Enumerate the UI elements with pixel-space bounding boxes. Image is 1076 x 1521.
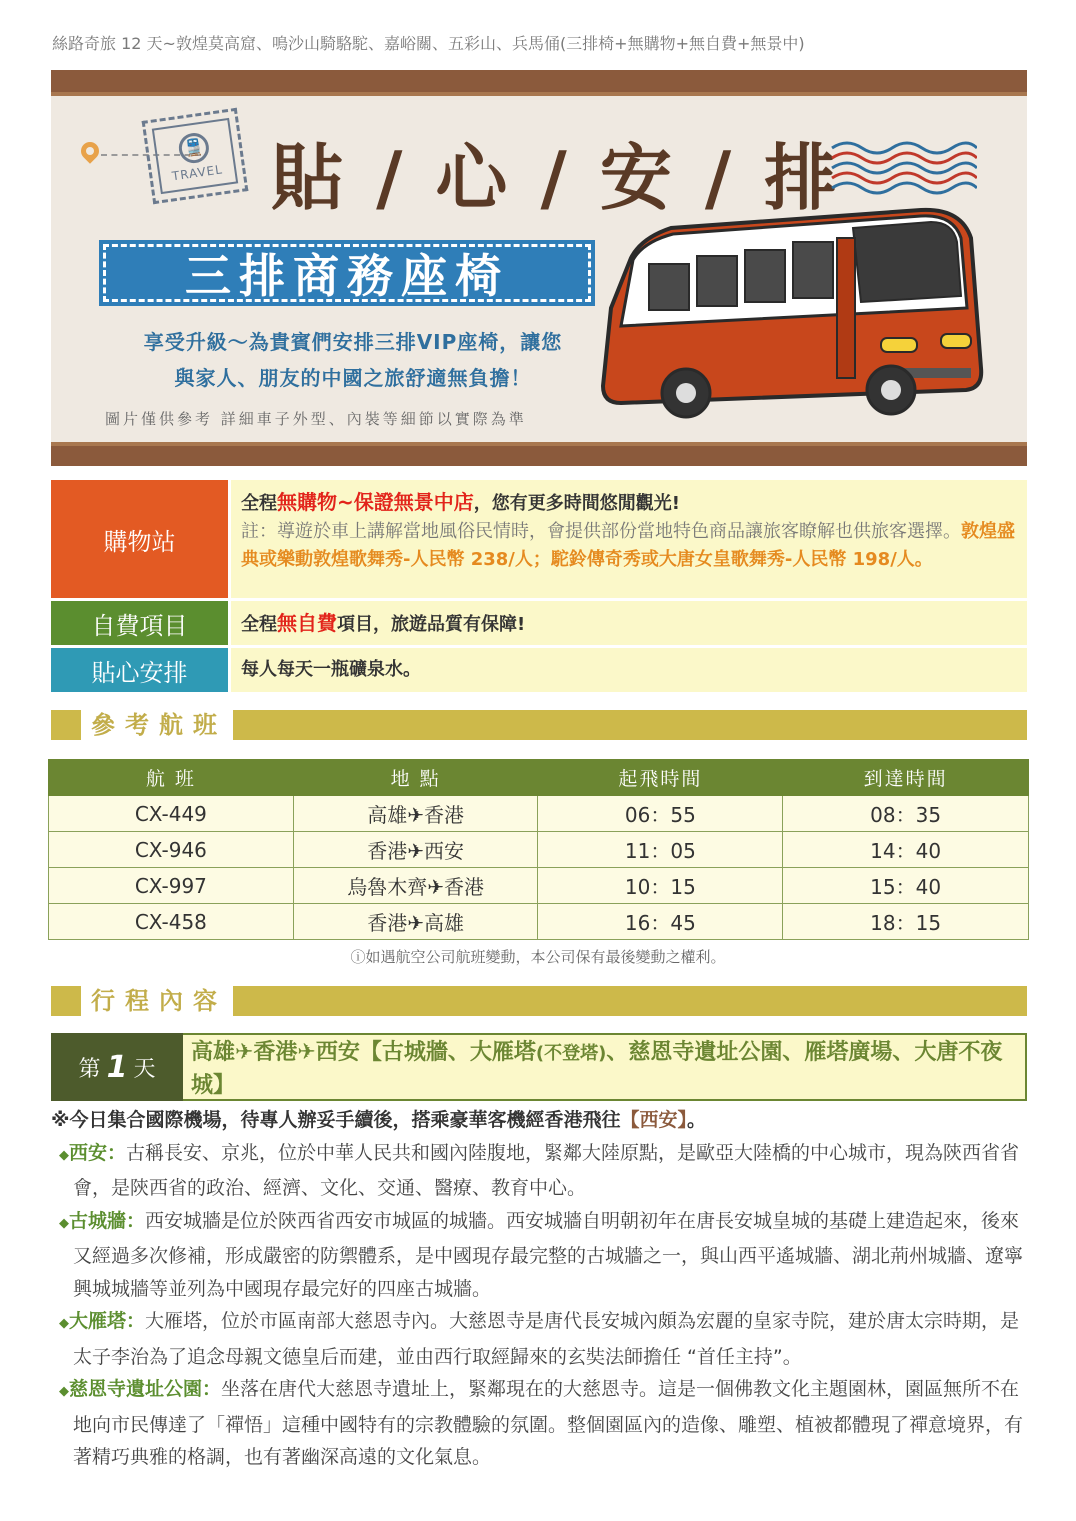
- flight-no: CX-997: [49, 868, 294, 904]
- day-title-small: (不登塔): [535, 1043, 607, 1064]
- day-title: [191, 1037, 1019, 1102]
- list-item: [51, 1305, 1031, 1373]
- page-header: 絲路奇旅 12 天~敦煌莫高窟、鳴沙山騎駱駝、嘉峪關、五彩山、兵馬俑(三排椅+無購物+無自費+無景中): [52, 34, 805, 53]
- col-header: 到達時間: [783, 760, 1029, 796]
- flight-route: 香港✈西安: [293, 832, 538, 868]
- day1-body: [51, 1104, 1031, 1474]
- day-label-pre: 第: [78, 1056, 101, 1082]
- banner-bottom-bar: [51, 446, 1027, 466]
- col-header: 起飛時間: [538, 760, 783, 796]
- shopping-label: 購物站: [51, 480, 228, 598]
- day1-header: [51, 1033, 1027, 1101]
- table-row: [49, 796, 1029, 832]
- col-header: 航 班: [49, 760, 294, 796]
- banner-disclaimer: 圖片僅供參考 詳細車子外型、內裝等細節以實際為準: [105, 410, 527, 428]
- banner-top-bar: [51, 70, 1027, 92]
- optional-tour-value: [231, 601, 1027, 645]
- list-item: [51, 1373, 1031, 1474]
- intro-text: ※今日集合國際機場，待專人辦妥手續後，搭乘豪華客機經香港飛往: [51, 1109, 621, 1131]
- flight-no: CX-946: [49, 832, 294, 868]
- banner-subtitle-2: 與家人、朋友的中國之旅舒適無負擔！: [174, 366, 532, 390]
- flight-no: CX-449: [49, 796, 294, 832]
- table-row: [49, 832, 1029, 868]
- shopping-value: [231, 480, 1027, 598]
- stamp-text: TRAVEL: [171, 161, 224, 183]
- flight-depart: 11：05: [538, 832, 783, 868]
- postmark-icon: [827, 128, 977, 198]
- day-label-post: 天: [133, 1056, 156, 1082]
- care-row: [51, 648, 1027, 692]
- care-label: 貼心安排: [51, 648, 228, 692]
- flights-section-title: 參考航班: [91, 711, 227, 739]
- table-row: [49, 868, 1029, 904]
- banner-top-stripe: [51, 92, 1027, 96]
- item-text: 大雁塔，位於市區南部大慈恩寺內。大慈恩寺是唐代長安城內頗為宏麗的皇家寺院，建於唐太宗時期，是太子李治為了追念母親文德皇后而建，並由西行取經歸來的玄奘法師擔任 “首任主持”。: [73, 1310, 1020, 1368]
- table-row: [49, 904, 1029, 940]
- day-label: [51, 1033, 183, 1101]
- care-value: 每人每天一瓶礦泉水。: [231, 648, 1027, 692]
- day-intro: [51, 1104, 1031, 1137]
- diamond-bullet-icon: ◆: [59, 1215, 69, 1231]
- col-header: 地 點: [293, 760, 538, 796]
- intro-end: 。: [687, 1109, 707, 1131]
- item-text: 坐落在唐代大慈恩寺遺址上，緊鄰現在的大慈恩寺。這是一個佛教文化主題園林，園區無所不在地向市民傳達了「禪悟」這種中國特有的宗教體驗的氛圍。整個園區內的造像、雕塑、植被都體現了禪意境界，有著精巧典雅的格調，也有著幽深高遠的文化氣息。: [73, 1378, 1024, 1468]
- train-icon: 🚆: [177, 131, 211, 165]
- flight-depart: 10：15: [538, 868, 783, 904]
- seat-label: 三排商務座椅: [185, 249, 509, 303]
- flights-header-row: [49, 760, 1029, 796]
- optional-tour-row: [51, 601, 1027, 645]
- promo-banner: [51, 70, 1027, 466]
- flight-arrive: 14：40: [783, 832, 1029, 868]
- day-number: 1: [106, 1049, 128, 1085]
- location-pin-icon: [77, 138, 102, 163]
- item-key: 西安：: [69, 1141, 127, 1164]
- flight-no: CX-458: [49, 904, 294, 940]
- seat-label-box: [103, 244, 591, 302]
- flights-section-header: [51, 710, 1027, 740]
- item-key: 慈恩寺遺址公園：: [69, 1378, 222, 1400]
- list-item: [51, 1205, 1031, 1306]
- flight-arrive: 18：15: [783, 904, 1029, 940]
- flight-route: 香港✈高雄: [293, 904, 538, 940]
- item-key: 大雁塔：: [69, 1310, 146, 1332]
- optional-suffix: 項目，旅遊品質有保障!: [337, 614, 526, 635]
- shopping-suffix: ，您有更多時間悠閒觀光!: [473, 493, 680, 514]
- banner-title: 貼 / 心 / 安 / 排: [271, 135, 841, 220]
- itinerary-section-header: [51, 986, 1027, 1016]
- itinerary-section-title: 行程內容: [91, 987, 227, 1015]
- list-item: [51, 1137, 1031, 1205]
- shopping-note: 註：導遊於車上講解當地風俗民情時，會提供部份當地特色商品讓旅客瞭解也供旅客選擇。: [241, 521, 961, 542]
- shopping-prefix: 全程: [241, 493, 277, 514]
- diamond-bullet-icon: ◆: [59, 1147, 69, 1163]
- flight-arrive: 08：35: [783, 796, 1029, 832]
- optional-highlight: 無自費: [277, 611, 337, 635]
- flight-depart: 16：45: [538, 904, 783, 940]
- flights-table: [48, 759, 1029, 940]
- day-title-b: 、慈恩寺遺址公園、雁塔廣場、大唐不夜城】: [191, 1040, 1003, 1098]
- shopping-row: [51, 480, 1027, 598]
- item-text: 古稱長安、京兆，位於中華人民共和國內陸腹地，緊鄰大陸原點，是歐亞大陸橋的中心城市，現為陝西省省會，是陝西省的政治、經濟、文化、交通、醫療、教育中心。: [73, 1141, 1020, 1199]
- flight-depart: 06：55: [538, 796, 783, 832]
- banner-subtitle-1: 享受升級～為貴賓們安排三排VIP座椅，讓您: [143, 330, 563, 354]
- flight-arrive: 15：40: [783, 868, 1029, 904]
- shopping-highlight: 無購物~保證無景中店: [277, 490, 474, 514]
- shopping-note-highlight: 敦煌盛典或樂動敦煌歌舞秀-人民幣 238/人；駝鈴傳奇秀或大唐女皇歌舞秀-人民幣 198/人。: [241, 521, 1015, 570]
- flight-note: ⓘ如遇航空公司航班變動，本公司保有最後變動之權利。: [350, 948, 726, 966]
- day-title-a: 高雄✈香港✈西安【古城牆、大雁塔: [191, 1040, 536, 1065]
- diamond-bullet-icon: ◆: [59, 1316, 69, 1331]
- item-text: 西安城牆是位於陝西省西安市城區的城牆。西安城牆自明朝初年在唐長安城皇城的基礎上建造起來，後來又經過多次修補，形成嚴密的防禦體系，是中國現存最完整的古城牆之一，與山西平遙城牆、湖北荊州城牆、遼寧興城城牆等並列為中國現存最完好的四座古城牆。: [73, 1209, 1024, 1300]
- optional-tour-label: 自費項目: [51, 601, 228, 645]
- diamond-bullet-icon: ◆: [59, 1384, 69, 1399]
- intro-destination: 【西安】: [620, 1109, 687, 1131]
- bus-icon: [591, 198, 991, 428]
- optional-prefix: 全程: [241, 614, 277, 635]
- travel-stamp: [142, 108, 249, 205]
- flight-route: 高雄✈香港: [293, 796, 538, 832]
- item-key: 古城牆：: [69, 1209, 146, 1232]
- flight-route: 烏魯木齊✈香港: [293, 868, 538, 904]
